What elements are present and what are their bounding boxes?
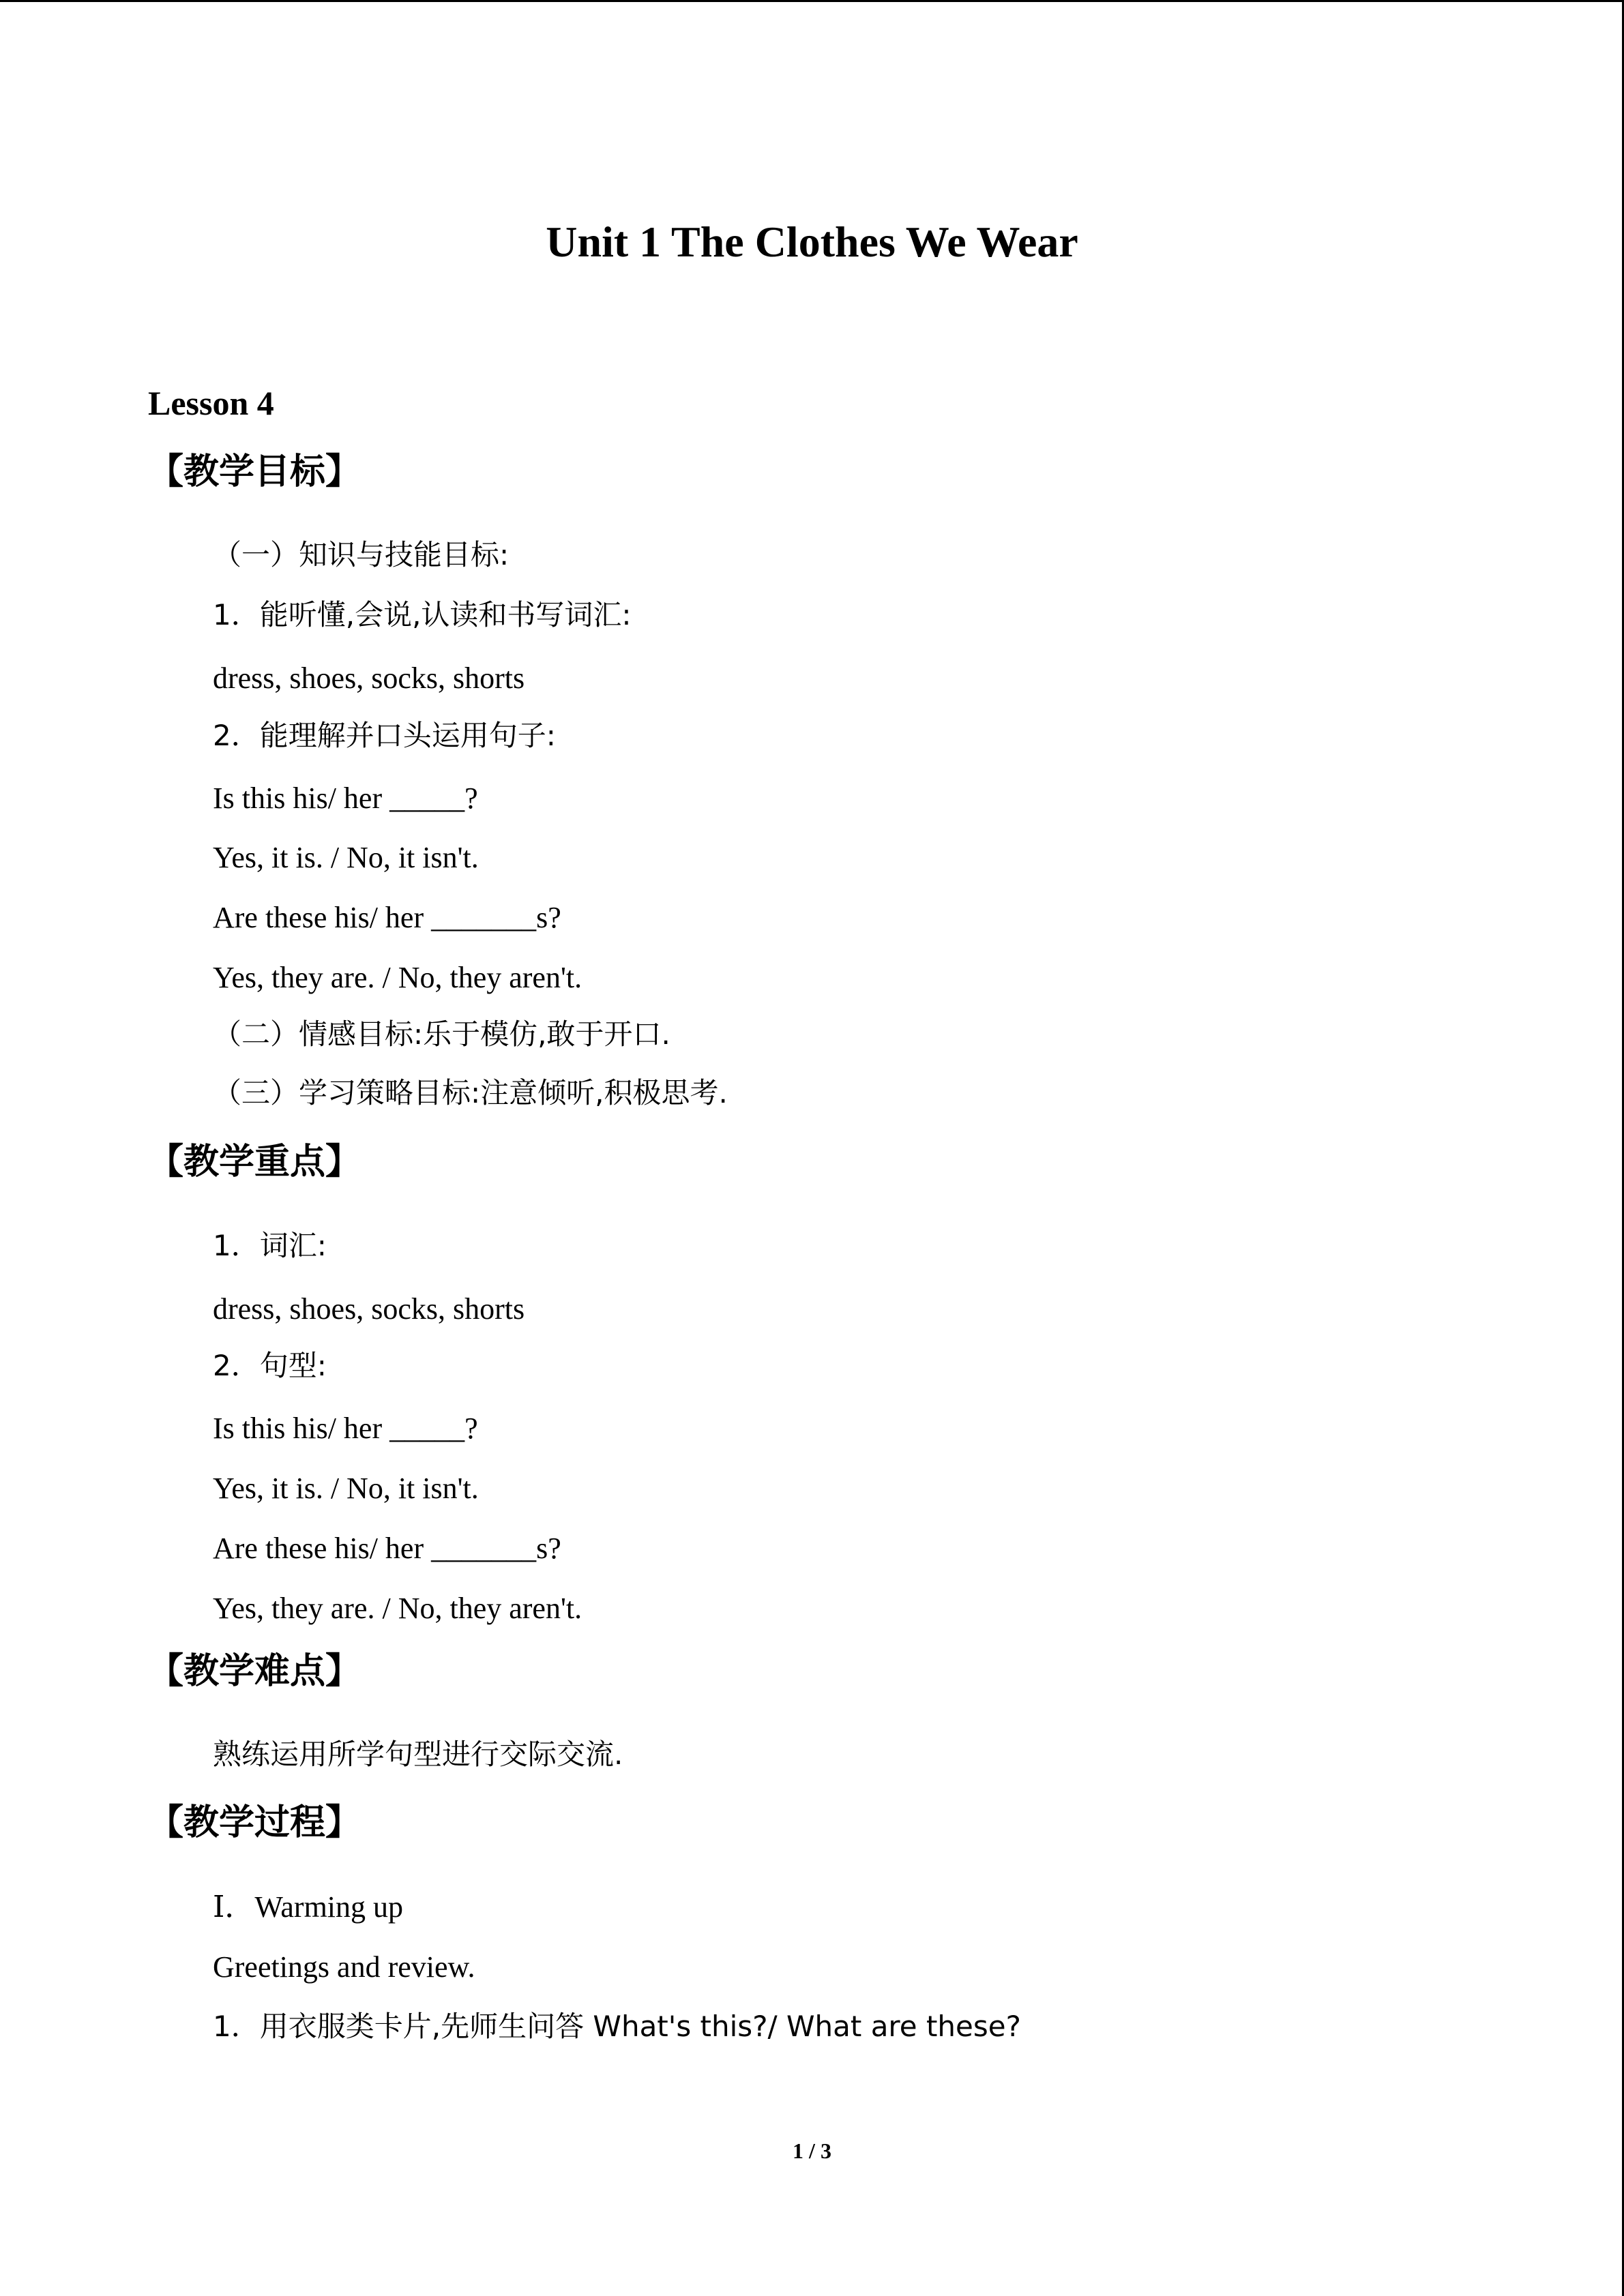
process-line: Greetings and review. <box>213 1950 475 1984</box>
section-heading-difficulties: 【教学难点】 <box>148 1651 361 1692</box>
objective-line: Yes, they are. / No, they aren't. <box>213 961 582 994</box>
objective-line: （三）学习策略目标:注意倾听,积极思考. <box>213 1076 728 1109</box>
key-point-line: dress, shoes, socks, shorts <box>213 1292 525 1326</box>
page-title: Unit 1 The Clothes We Wear <box>546 218 1078 266</box>
section-heading-key-points: 【教学重点】 <box>148 1142 361 1182</box>
objective-line: Are these his/ her _______s? <box>213 901 561 934</box>
section-heading-objectives: 【教学目标】 <box>148 451 361 492</box>
key-point-line: 2．句型: <box>213 1349 327 1382</box>
objective-line: （一）知识与技能目标: <box>213 538 510 571</box>
objective-line: dress, shoes, socks, shorts <box>213 661 525 695</box>
lesson-heading: Lesson 4 <box>148 384 274 422</box>
section-heading-process: 【教学过程】 <box>148 1802 361 1843</box>
key-point-line: Are these his/ her _______s? <box>213 1532 561 1565</box>
process-line: Ⅰ．Warming up <box>213 1890 404 1924</box>
key-point-line: 1．词汇: <box>213 1229 327 1262</box>
key-point-line: Is this his/ her _____? <box>213 1412 478 1445</box>
objective-line: Is this his/ her _____? <box>213 781 478 815</box>
objective-line: 2．能理解并口头运用句子: <box>213 719 556 752</box>
objective-line: Yes, it is. / No, it isn't. <box>213 841 479 874</box>
page-number: 1 / 3 <box>793 2138 831 2163</box>
key-point-line: Yes, it is. / No, it isn't. <box>213 1472 479 1505</box>
key-point-line: Yes, they are. / No, they aren't. <box>213 1592 582 1625</box>
objective-line: （二）情感目标:乐于模仿,敢于开口. <box>213 1017 670 1051</box>
objective-line: 1．能听懂,会说,认读和书写词汇: <box>213 598 632 631</box>
process-line: 1．用衣服类卡片,先师生问答 What's this?/ What are these? <box>213 2010 1021 2043</box>
difficulty-line: 熟练运用所学句型进行交际交流. <box>213 1738 623 1771</box>
